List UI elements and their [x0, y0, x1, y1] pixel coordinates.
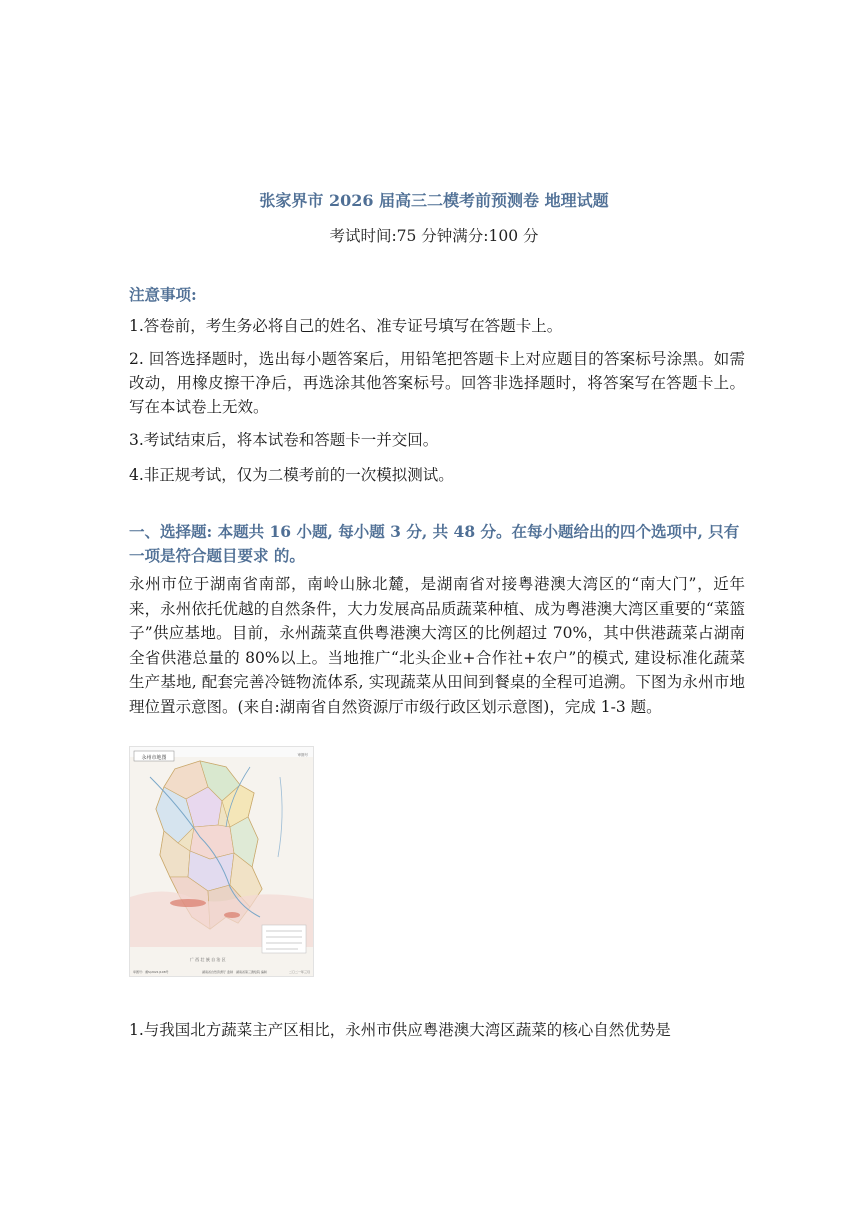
exam-info: 考试时间:75 分钟满分:100 分 [329, 227, 539, 245]
map-footer-mid: 湖南省自然资源厅 监制 湖南省第三测绘院 编制 [202, 970, 267, 974]
notice-item-2: 2. 回答选择题时，选出每小题答案后，用铅笔把答题卡上对应题目的答案标号涂黑。如需改动，用橡皮擦干净后，再选涂其他答案标号。回答非选择题时，将答案写在答题卡上。写在本试卷上无效。 [129, 350, 745, 416]
reading-passage: 永州市位于湖南省南部，南岭山脉北麓，是湖南省对接粤港澳大湾区的“南大门”，近年来，永州依托优越的自然条件，大力发展高品质蔬菜种植、成为粤港澳大湾区重要的“菜篮子”供应基地。目前，永州蔬菜直供粤港澳大湾区的比例超过 70%，其中供港蔬菜占湖南全省供港总量的 80%以上。当地推广“北头企业+合作社+农户”的模式, 建设标准化蔬菜生产基地, 配套完善冷链物流体系, 实现蔬菜从田间到餐桌的全程可追溯。下图为永州市地理位置示意图。(来自:湖南省自然资源厅市级行政区划示意图)，完成 1-3 题。 [129, 575, 745, 716]
section-heading: 一、选择题: 本题共 16 小题, 每小题 3 分, 共 48 分。在每小题给出的四个选项中, 只有一项是符合题目要求 的。 [129, 522, 740, 565]
yongzhou-map-image [129, 746, 314, 977]
notice-heading: 注意事项: [129, 285, 197, 304]
map-bottom-label: 广 西 壮 族 自 治 区 [190, 957, 226, 962]
notice-item-1: 1.答卷前，考生务必将自己的姓名、准专证号填写在答题卡上。 [129, 317, 563, 335]
map-corner-label: 审图号 [297, 753, 308, 757]
map-footer-right: 二〇二一年三月 [288, 970, 310, 974]
page-title: 张家界市 2026 届高三二模考前预测卷 地理试题 [259, 191, 609, 210]
notice-item-4: 4.非正规考试，仅为二模考前的一次模拟测试。 [129, 466, 454, 484]
map-footer-left: 审图号：湘S(2021)108号 [133, 970, 169, 974]
map-title-label: 永州市地图 [141, 755, 167, 761]
notice-item-3: 3.考试结束后，将本试卷和答题卡一并交回。 [129, 431, 439, 449]
question-1: 1.与我国北方蔬菜主产区相比，永州市供应粤港澳大湾区蔬菜的核心自然优势是 [129, 1021, 671, 1039]
